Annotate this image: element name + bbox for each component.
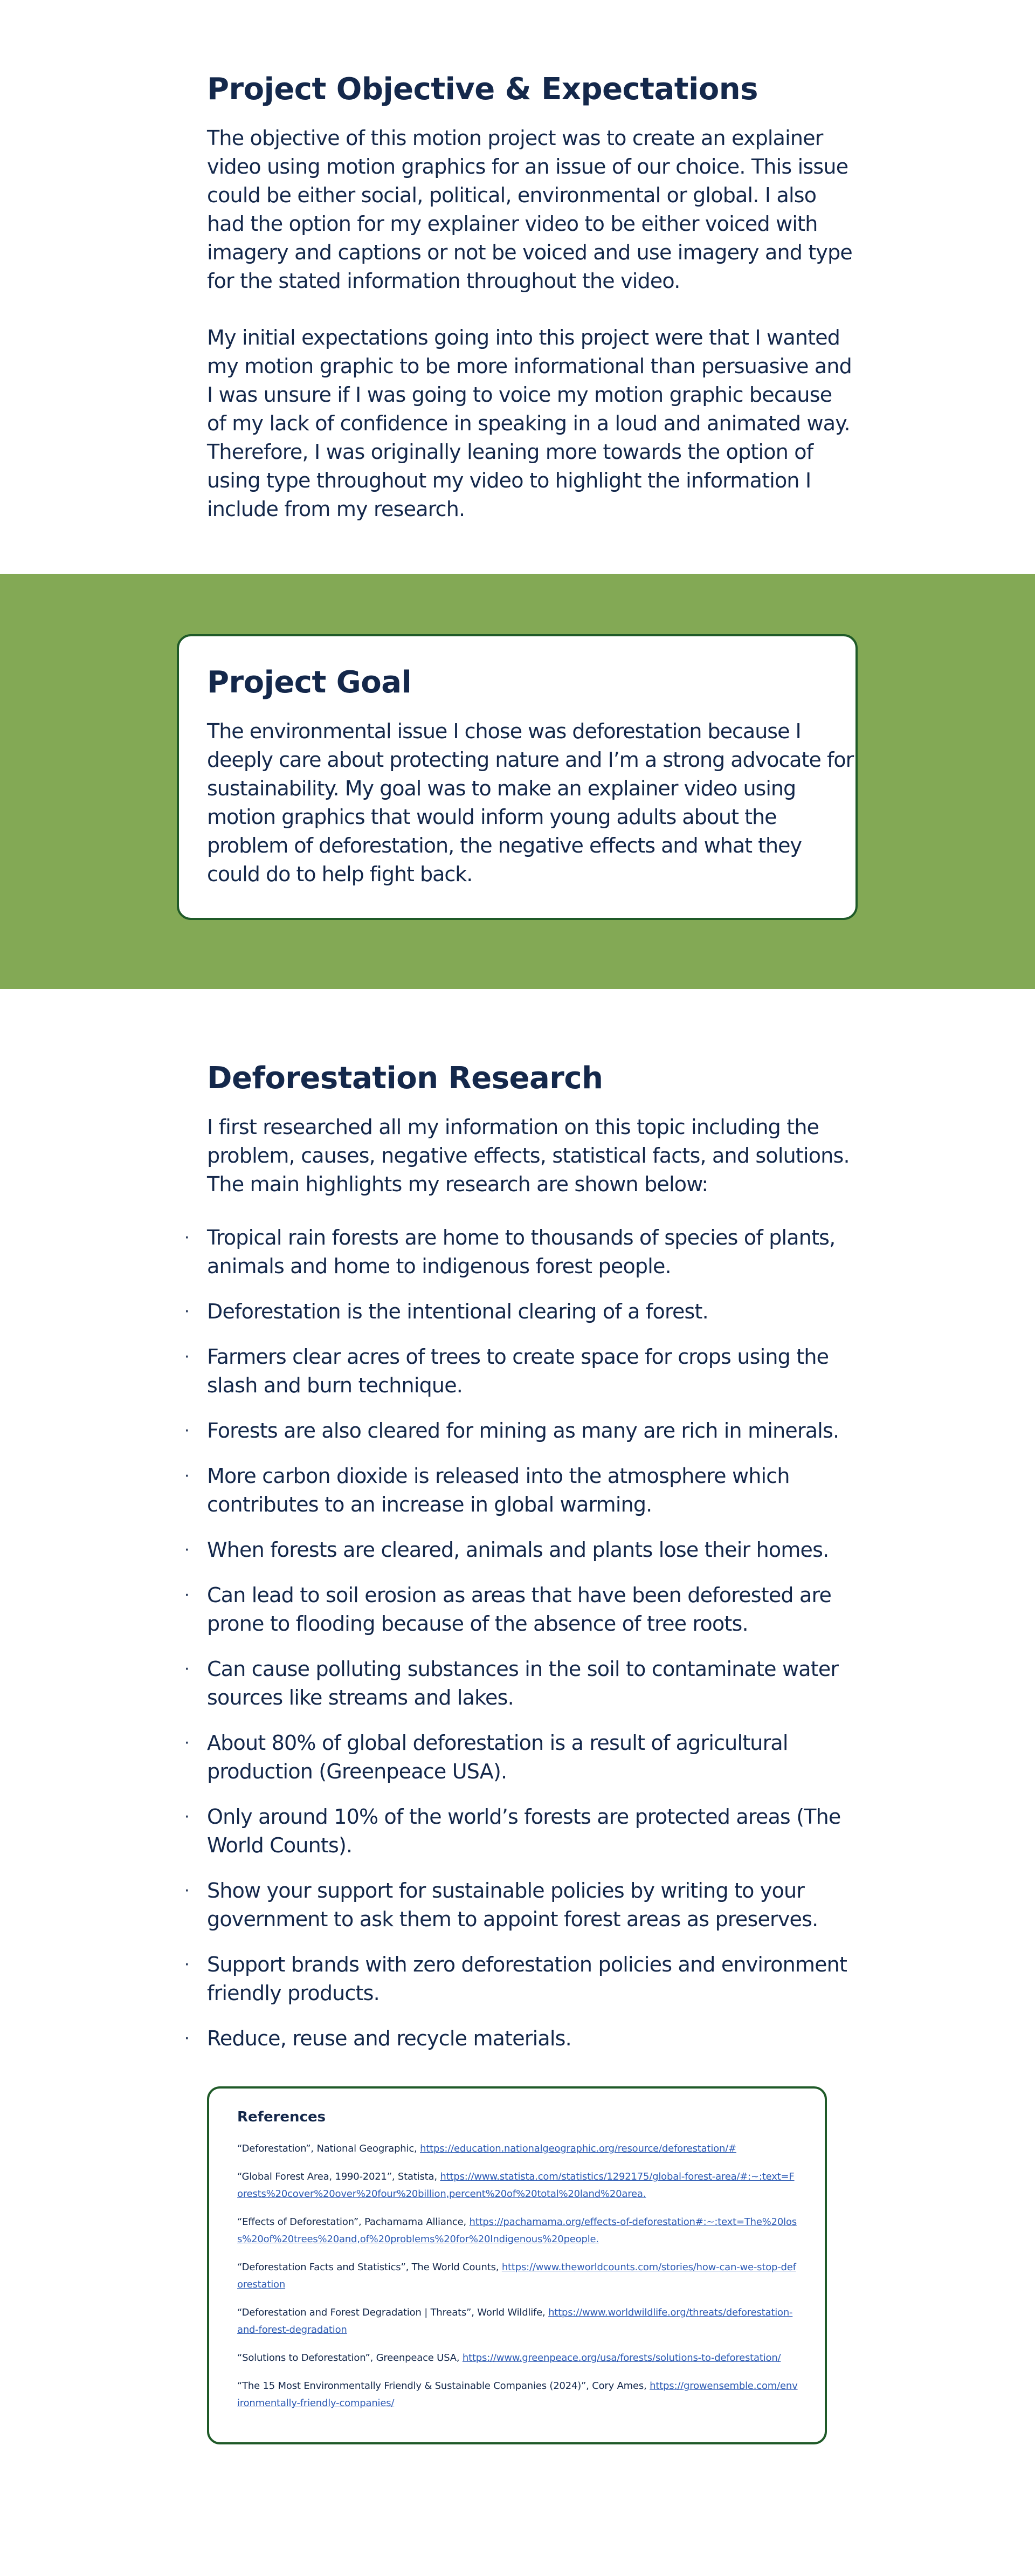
bullet-dot: · bbox=[184, 1467, 189, 1486]
research-intro: I first researched all my information on this topic including the problem, causes, negative effects, statistical facts, and solutions. The main highlights my research are shown below: bbox=[207, 1115, 850, 1196]
reference-link[interactable]: https://education.nationalgeographic.org/resource/deforestation/# bbox=[420, 2143, 736, 2154]
list-item bbox=[184, 1729, 854, 1786]
list-item-text: Show your support for sustainable policies by writing to your government to ask them to appoint forest areas as preserves. bbox=[207, 1879, 818, 1931]
objective-paragraph: The objective of this motion project was to create an explainer video using motion graphics for an issue of our choice. This issue could be either social, political, environmental or global. I also had the option for my explainer video to be either voiced with imagery and captions or not be voiced and use imagery and type for the stated information throughout the video. bbox=[207, 126, 853, 293]
list-item bbox=[184, 1877, 854, 1934]
reference-citation: “Effects of Deforestation”, Pachamama Alliance, bbox=[237, 2216, 470, 2228]
reference-item bbox=[237, 2214, 798, 2248]
bullet-dot: · bbox=[184, 1302, 189, 1321]
bullet-dot: · bbox=[184, 1660, 189, 1679]
reference-item bbox=[237, 2259, 798, 2293]
goal-section bbox=[0, 574, 1035, 989]
list-item-text: Tropical rain forests are home to thousands of species of plants, animals and home to indigenous forest people. bbox=[207, 1226, 836, 1278]
reference-link[interactable]: https://growensemble.com/environmentally-friendly-companies/ bbox=[237, 2380, 798, 2409]
list-item-text: Farmers clear acres of trees to create space for crops using the slash and burn technique. bbox=[207, 1345, 829, 1397]
reference-link[interactable]: https://pachamama.org/effects-of-deforestation#:~:text=The%20loss%20of%20trees%20and,of%20problems%20for%20Indigenous%20people. bbox=[237, 2216, 797, 2245]
list-item bbox=[184, 1581, 854, 1638]
list-item bbox=[184, 1224, 854, 1281]
list-item-text: About 80% of global deforestation is a result of agricultural production (Greenpeace USA). bbox=[207, 1731, 788, 1783]
list-item-text: Support brands with zero deforestation policies and environment friendly products. bbox=[207, 1953, 847, 2005]
list-item bbox=[184, 1462, 854, 1519]
reference-citation: “Global Forest Area, 1990-2021”, Statista, bbox=[237, 2171, 440, 2182]
expectations-paragraph: My initial expectations going into this project were that I wanted my motion graphic to be more informational than persuasive and I was unsure if I was going to voice my motion graphic because of my lack of confidence in speaking in a loud and animated way. Therefore, I was originally leaning more towards the option of using type throughout my video to highlight the information I include from my research. bbox=[207, 326, 852, 521]
bullet-dot: · bbox=[184, 1881, 189, 1900]
list-item bbox=[184, 1536, 854, 1564]
bullet-dot: · bbox=[184, 1228, 189, 1247]
reference-citation: “Deforestation”, National Geographic, bbox=[237, 2143, 420, 2154]
reference-link[interactable]: https://www.greenpeace.org/usa/forests/solutions-to-deforestation/ bbox=[462, 2352, 781, 2364]
reference-item bbox=[237, 2378, 798, 2412]
list-item bbox=[184, 1655, 854, 1712]
references-box bbox=[207, 2086, 827, 2444]
bullet-dot: · bbox=[184, 1734, 189, 1753]
reference-item bbox=[237, 2140, 798, 2158]
objective-section bbox=[0, 0, 1035, 574]
research-section bbox=[0, 989, 1035, 2576]
bullet-dot: · bbox=[184, 1955, 189, 1974]
list-item-text: Can lead to soil erosion as areas that have been deforested are prone to flooding because of the absence of tree roots. bbox=[207, 1583, 832, 1636]
bullet-dot: · bbox=[184, 1586, 189, 1605]
references-title: References bbox=[237, 2109, 326, 2125]
reference-link[interactable]: https://www.theworldcounts.com/stories/how-can-we-stop-deforestation bbox=[237, 2262, 796, 2290]
reference-item bbox=[237, 2350, 798, 2367]
bullet-dot: · bbox=[184, 1421, 189, 1440]
list-item-text: Reduce, reuse and recycle materials. bbox=[207, 2027, 571, 2050]
list-item-text: More carbon dioxide is released into the atmosphere which contributes to an increase in global warming. bbox=[207, 1464, 790, 1516]
reference-item bbox=[237, 2168, 798, 2203]
reference-item bbox=[237, 2304, 798, 2339]
goal-card bbox=[177, 634, 858, 920]
objective-title: Project Objective & Expectations bbox=[207, 72, 758, 107]
list-item-text: Can cause polluting substances in the soil to contaminate water sources like streams and lakes. bbox=[207, 1657, 839, 1709]
list-item-text: Forests are also cleared for mining as many are rich in minerals. bbox=[207, 1419, 839, 1442]
goal-text: The environmental issue I chose was deforestation because I deeply care about protecting nature and I’m a strong advocate for sustainability. My goal was to make an explainer video using motion graphics that would inform young adults about the problem of deforestation, the negative effects and what they could do to help fight back. bbox=[207, 719, 854, 886]
list-item bbox=[184, 1803, 854, 1860]
reference-citation: “Deforestation Facts and Statistics”, The World Counts, bbox=[237, 2262, 502, 2273]
references-list bbox=[237, 2140, 798, 2423]
list-item bbox=[184, 1343, 854, 1400]
list-item bbox=[184, 2024, 854, 2053]
goal-title: Project Goal bbox=[207, 665, 412, 700]
research-title: Deforestation Research bbox=[207, 1061, 603, 1096]
list-item-text: When forests are cleared, animals and plants lose their homes. bbox=[207, 1538, 829, 1562]
reference-citation: “Solutions to Deforestation”, Greenpeace USA, bbox=[237, 2352, 463, 2364]
bullet-dot: · bbox=[184, 1808, 189, 1826]
research-bullet-list bbox=[184, 1224, 854, 2070]
list-item bbox=[184, 1950, 854, 2008]
list-item bbox=[184, 1417, 854, 1445]
list-item-text: Only around 10% of the world’s forests are protected areas (The World Counts). bbox=[207, 1805, 841, 1857]
reference-link[interactable]: https://www.worldwildlife.org/threats/deforestation-and-forest-degradation bbox=[237, 2307, 793, 2335]
bullet-dot: · bbox=[184, 1541, 189, 1560]
bullet-dot: · bbox=[184, 2029, 189, 2048]
reference-citation: “Deforestation and Forest Degradation | Threats”, World Wildlife, bbox=[237, 2307, 549, 2318]
reference-citation: “The 15 Most Environmentally Friendly & Sustainable Companies (2024)”, Cory Ames, bbox=[237, 2380, 650, 2392]
reference-link[interactable]: https://www.statista.com/statistics/1292175/global-forest-area/#:~:text=Forests%20cover%20over%20four%20billion,percent%20of%20total%20land%20area. bbox=[237, 2171, 795, 2200]
list-item bbox=[184, 1297, 854, 1326]
list-item-text: Deforestation is the intentional clearing of a forest. bbox=[207, 1300, 708, 1323]
bullet-dot: · bbox=[184, 1348, 189, 1366]
